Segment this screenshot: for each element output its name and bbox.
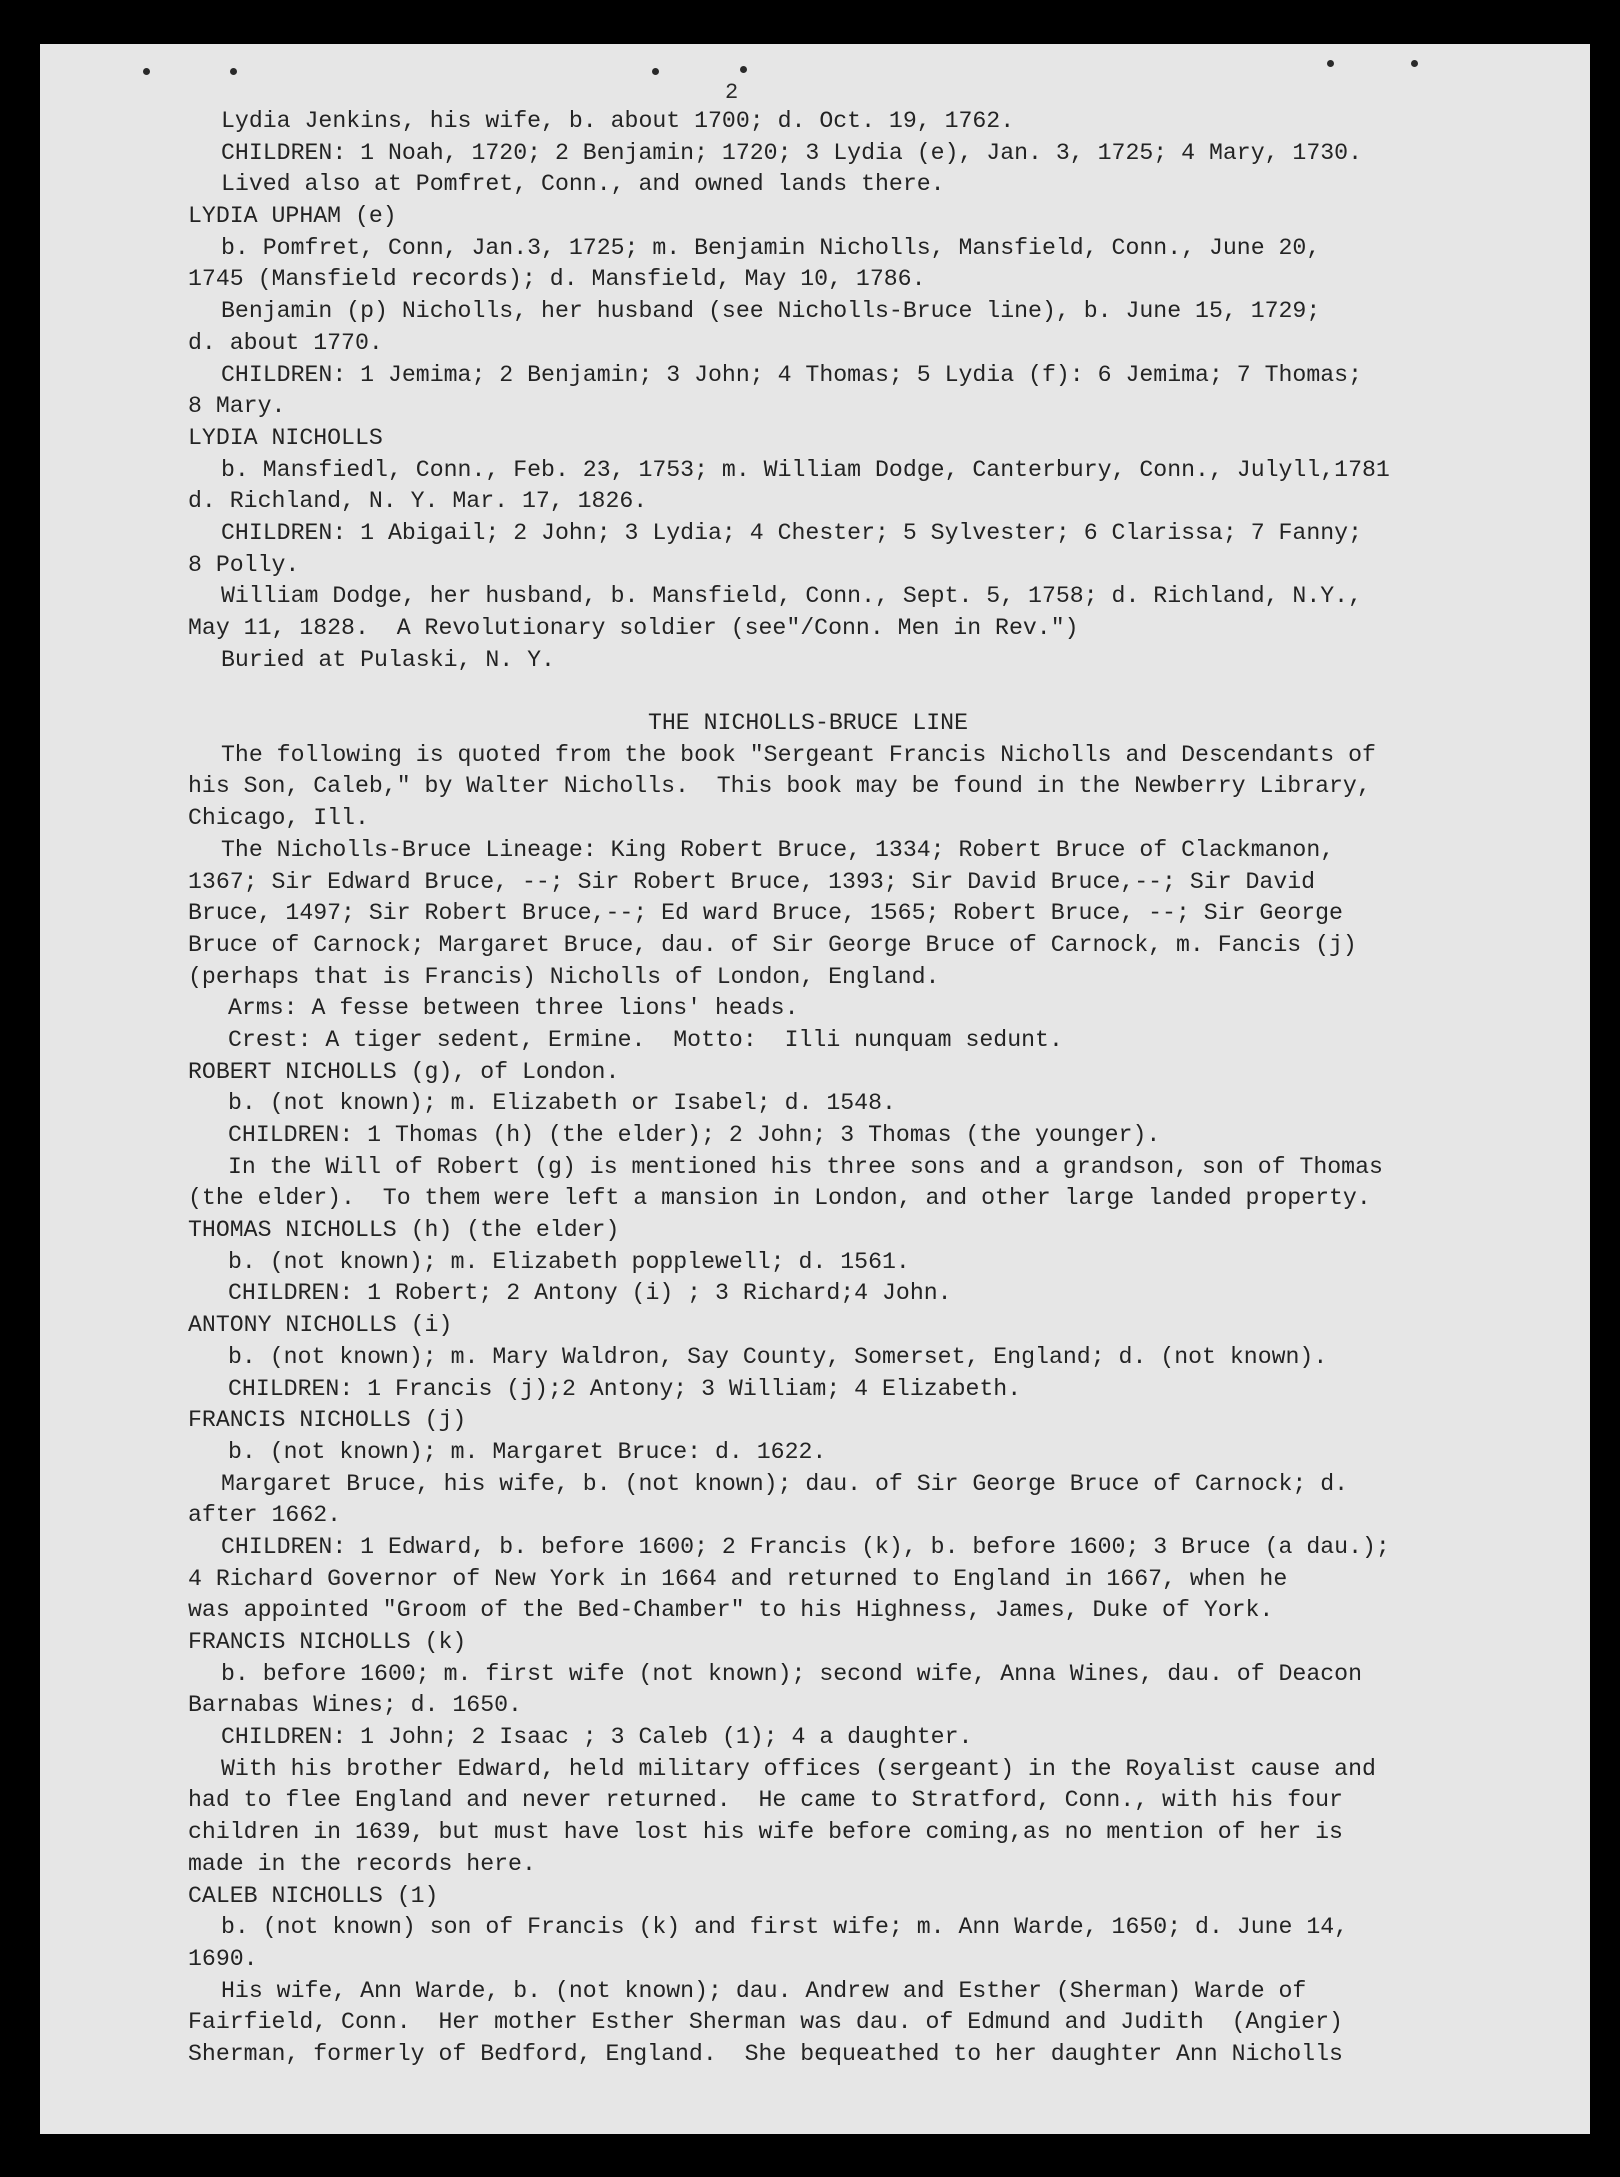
text-line: 8 Polly. — [188, 551, 300, 578]
text-line: Buried at Pulaski, N. Y. — [221, 646, 555, 673]
text-line: The Nicholls-Bruce Lineage: King Robert Bruce, 1334; Robert Bruce of Clackmanon, — [221, 836, 1335, 863]
punch-hole-mark — [143, 68, 150, 75]
text-line: had to flee England and never returned. He came to Stratford, Conn., with his four — [188, 1787, 1343, 1814]
text-line: b. Mansfiedl, Conn., Feb. 23, 1753; m. William Dodge, Canterbury, Conn., Julyll,1781 — [221, 456, 1390, 483]
text-line: CHILDREN: 1 John; 2 Isaac ; 3 Caleb (1); 4 a daughter. — [221, 1724, 973, 1751]
punch-hole-mark — [1411, 60, 1418, 67]
text-line: CALEB NICHOLLS (1) — [188, 1882, 439, 1909]
text-line: b. (not known); m. Elizabeth or Isabel; d. 1548. — [228, 1090, 896, 1117]
text-line: THE NICHOLLS-BRUCE LINE — [647, 710, 969, 737]
text-line: CHILDREN: 1 Abigail; 2 John; 3 Lydia; 4 Chester; 5 Sylvester; 6 Clarissa; 7 Fanny; — [221, 519, 1363, 546]
text-line: (the elder). To them were left a mansion in London, and other large landed property. — [188, 1185, 1371, 1212]
text-line: With his brother Edward, held military offices (sergeant) in the Royalist cause and — [221, 1755, 1376, 1782]
text-line: 8 Mary. — [188, 393, 286, 420]
text-line: b. (not known); m. Elizabeth popplewell; d. 1561. — [228, 1248, 910, 1275]
text-line: b. (not known); m. Mary Waldron, Say County, Somerset, England; d. (not known). — [228, 1343, 1328, 1370]
text-line: Benjamin (p) Nicholls, her husband (see Nicholls-Bruce line), b. June 15, 1729; — [221, 298, 1321, 325]
text-line: was appointed "Groom of the Bed-Chamber" to his Highness, James, Duke of York. — [188, 1597, 1274, 1624]
text-line: 4 Richard Governor of New York in 1664 and returned to England in 1667, when he — [188, 1565, 1288, 1592]
text-line: after 1662. — [188, 1502, 342, 1529]
page-number: 2 — [725, 80, 739, 105]
text-line: LYDIA UPHAM (e) — [188, 203, 397, 230]
punch-hole-mark — [1327, 60, 1334, 67]
text-line: his Son, Caleb," by Walter Nicholls. This book may be found in the Newberry Library, — [188, 773, 1371, 800]
text-line: CHILDREN: 1 Robert; 2 Antony (i) ; 3 Richard;4 John. — [228, 1280, 952, 1307]
text-line: Margaret Bruce, his wife, b. (not known); dau. of Sir George Bruce of Carnock; d. — [221, 1470, 1349, 1497]
punch-hole-mark — [230, 68, 237, 75]
text-line: LYDIA NICHOLLS — [188, 424, 383, 451]
text-line: Bruce of Carnock; Margaret Bruce, dau. of Sir George Bruce of Carnock, m. Fancis (j) — [188, 931, 1357, 958]
text-line: CHILDREN: 1 Noah, 1720; 2 Benjamin; 1720; 3 Lydia (e), Jan. 3, 1725; 4 Mary, 1730. — [221, 139, 1363, 166]
text-line: CHILDREN: 1 Jemima; 2 Benjamin; 3 John; 4 Thomas; 5 Lydia (f): 6 Jemima; 7 Thomas; — [221, 361, 1363, 388]
text-line: ROBERT NICHOLLS (g), of London. — [188, 1058, 620, 1085]
text-line: CHILDREN: 1 Thomas (h) (the elder); 2 John; 3 Thomas (the younger). — [228, 1122, 1161, 1148]
text-line: CHILDREN: 1 Francis (j);2 Antony; 3 William; 4 Elizabeth. — [228, 1375, 1022, 1402]
text-line: Arms: A fesse between three lions' heads. — [228, 995, 799, 1022]
text-line: b. (not known); m. Margaret Bruce: d. 1622. — [228, 1438, 827, 1465]
text-line: The following is quoted from the book "Sergeant Francis Nicholls and Descendants of — [221, 741, 1376, 768]
text-line: May 11, 1828. A Revolutionary soldier (see"/Conn. Men in Rev.") — [188, 615, 1079, 641]
text-line: In the Will of Robert (g) is mentioned his three sons and a grandson, son of Thomas — [228, 1153, 1383, 1180]
text-line: Chicago, Ill. — [188, 805, 369, 832]
text-line: FRANCIS NICHOLLS (j) — [188, 1407, 467, 1434]
text-line: ANTONY NICHOLLS (i) — [188, 1312, 453, 1339]
text-line: His wife, Ann Warde, b. (not known); dau. Andrew and Esther (Sherman) Warde of — [221, 1977, 1307, 2004]
text-line: b. (not known) son of Francis (k) and first wife; m. Ann Warde, 1650; d. June 14, — [221, 1914, 1349, 1941]
text-line: FRANCIS NICHOLLS (k) — [188, 1629, 467, 1655]
text-line: Lydia Jenkins, his wife, b. about 1700; d. Oct. 19, 1762. — [221, 108, 1015, 134]
text-line: made in the records here. — [188, 1850, 536, 1877]
text-line: (perhaps that is Francis) Nicholls of London, England. — [188, 963, 940, 990]
text-line: Lived also at Pomfret, Conn., and owned lands there. — [221, 171, 945, 198]
text-line: THOMAS NICHOLLS (h) (the elder) — [188, 1217, 620, 1244]
text-line: William Dodge, her husband, b. Mansfield, Conn., Sept. 5, 1758; d. Richland, N.Y., — [221, 583, 1363, 610]
text-line: b. Pomfret, Conn, Jan.3, 1725; m. Benjamin Nicholls, Mansfield, Conn., June 20, — [221, 234, 1321, 261]
text-line: Fairfield, Conn. Her mother Esther Sherman was dau. of Edmund and Judith (Angier) — [188, 2009, 1343, 2036]
text-line: 1690. — [188, 1945, 258, 1972]
text-line: 1745 (Mansfield records); d. Mansfield, May 10, 1786. — [188, 266, 926, 293]
text-line: d. Richland, N. Y. Mar. 17, 1826. — [188, 488, 648, 515]
text-line — [188, 676, 1488, 708]
text-line: Crest: A tiger sedent, Ermine. Motto: Illi nunquam sedunt. — [228, 1026, 1063, 1053]
text-line: CHILDREN: 1 Edward, b. before 1600; 2 Francis (k), b. before 1600; 3 Bruce (a dau.); — [221, 1533, 1390, 1560]
text-line: b. before 1600; m. first wife (not known); second wife, Anna Wines, dau. of Deacon — [221, 1660, 1363, 1687]
punch-hole-mark — [740, 66, 747, 73]
typed-text-body — [188, 106, 1488, 2071]
punch-hole-mark — [652, 68, 659, 75]
text-line: d. about 1770. — [188, 329, 383, 356]
text-line: Barnabas Wines; d. 1650. — [188, 1692, 522, 1719]
text-line: 1367; Sir Edward Bruce, --; Sir Robert Bruce, 1393; Sir David Bruce,--; Sir David — [188, 868, 1316, 895]
text-line: Sherman, formerly of Bedford, England. She bequeathed to her daughter Ann Nicholls — [188, 2040, 1343, 2067]
text-line: children in 1639, but must have lost his wife before coming,as no mention of her is — [188, 1819, 1343, 1846]
text-line: Bruce, 1497; Sir Robert Bruce,--; Ed ward Bruce, 1565; Robert Bruce, --; Sir George — [188, 900, 1343, 927]
